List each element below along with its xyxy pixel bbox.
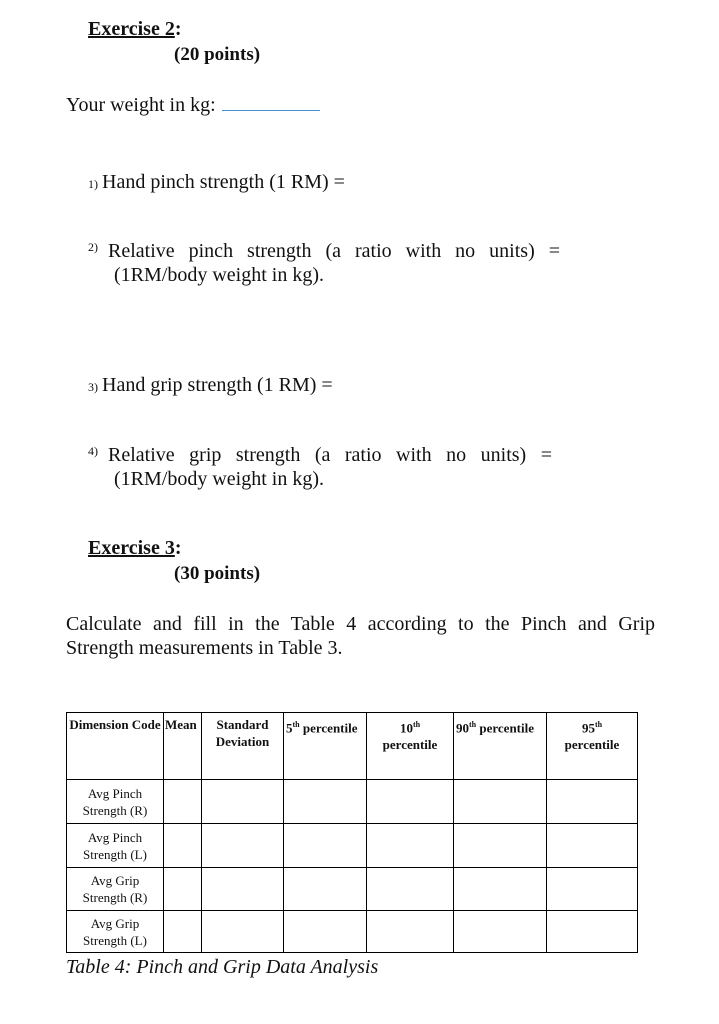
question-2 [88,240,560,287]
question-text: Relative pinch strength (a ratio with no units) = [108,240,560,262]
header-95th-percentile: 95th percentile [547,713,638,780]
row-label: Avg Grip Strength (R) [67,868,164,911]
cell-p95[interactable] [547,824,638,868]
row-label: Avg Grip Strength (L) [67,911,164,953]
exercise-2-points: (20 points) [174,44,261,65]
question-text-cont: (1RM/body weight in kg). [114,264,324,286]
header-10th-percentile: 10th percentile [367,713,454,780]
question-text: Hand pinch strength (1 RM) = [102,171,345,193]
exercise-2-title: Exercise 2: [88,18,182,40]
cell-mean[interactable] [164,780,202,824]
cell-p90[interactable] [454,911,547,953]
weight-input-line[interactable] [222,96,320,111]
question-1 [88,171,345,194]
cell-p5[interactable] [284,824,367,868]
cell-sd[interactable] [202,780,284,824]
header-5th-percentile: 5th percentile [284,713,367,780]
cell-sd[interactable] [202,824,284,868]
cell-p95[interactable] [547,868,638,911]
exercise-3-points: (30 points) [174,563,261,584]
cell-p95[interactable] [547,911,638,953]
cell-p10[interactable] [367,911,454,953]
cell-sd[interactable] [202,868,284,911]
table-row [67,824,638,868]
cell-p90[interactable] [454,868,547,911]
cell-mean[interactable] [164,824,202,868]
cell-p10[interactable] [367,824,454,868]
header-90th-percentile: 90th percentile [454,713,547,780]
cell-p95[interactable] [547,780,638,824]
exercise-3-title: Exercise 3: [88,537,182,559]
question-number: 1) [88,177,98,191]
question-text-cont: (1RM/body weight in kg). [114,468,324,490]
exercise-3-instructions [66,613,655,660]
row-label: Avg Pinch Strength (R) [67,780,164,824]
instructions-line-2: Strength measurements in Table 3. [66,637,343,659]
table-header-row [67,713,638,780]
header-standard-deviation: Standard Deviation [202,713,284,780]
question-number: 4) [88,444,98,458]
cell-p10[interactable] [367,868,454,911]
question-4 [88,444,552,491]
cell-mean[interactable] [164,911,202,953]
header-mean: Mean [164,713,202,780]
cell-mean[interactable] [164,868,202,911]
weight-prompt [66,94,320,117]
data-analysis-table [66,712,638,953]
row-label: Avg Pinch Strength (L) [67,824,164,868]
cell-sd[interactable] [202,911,284,953]
cell-p90[interactable] [454,824,547,868]
cell-p10[interactable] [367,780,454,824]
cell-p5[interactable] [284,911,367,953]
table-row [67,780,638,824]
question-text: Hand grip strength (1 RM) = [102,374,333,396]
cell-p5[interactable] [284,780,367,824]
header-dimension-code: Dimension Code [67,713,164,780]
question-text: Relative grip strength (a ratio with no units) = [108,444,552,466]
table-row [67,911,638,953]
question-3 [88,374,333,397]
table-row [67,868,638,911]
instructions-line-1: Calculate and fill in the Table 4 according to the Pinch and Grip [66,613,655,635]
weight-label: Your weight in kg: [66,94,216,116]
question-number: 2) [88,240,98,254]
cell-p90[interactable] [454,780,547,824]
question-number: 3) [88,380,98,394]
table-caption: Table 4: Pinch and Grip Data Analysis [66,956,379,978]
cell-p5[interactable] [284,868,367,911]
